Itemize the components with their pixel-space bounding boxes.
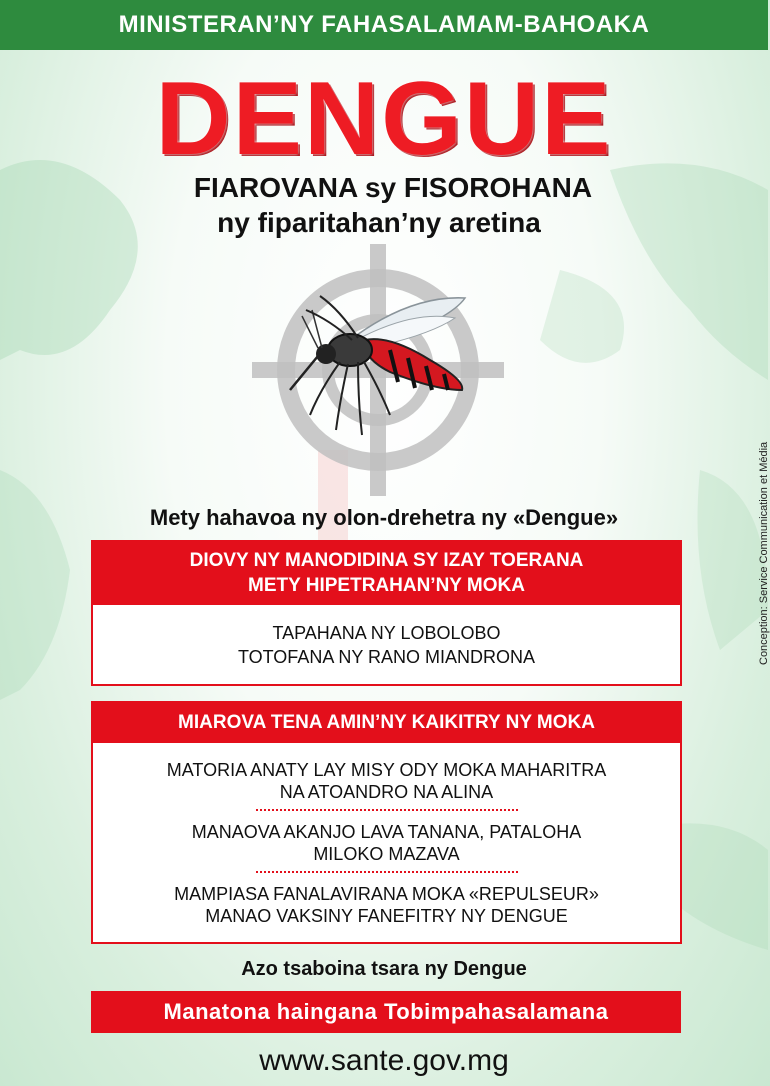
environment-heading-line-2: METY HIPETRAHAN’NY MOKA bbox=[248, 575, 525, 596]
protection-box-heading: MIAROVA TENA AMIN’NY KAIKITRY NY MOKA bbox=[93, 703, 680, 743]
crosshair-target-icon bbox=[252, 244, 504, 496]
protection-item: MATORIA ANATY LAY MISY ODY MOKA MAHARITRA bbox=[166, 760, 607, 780]
protection-item: MILOKO MAZAVA bbox=[313, 844, 460, 864]
protection-group bbox=[93, 759, 680, 803]
ministry-header bbox=[0, 0, 768, 50]
design-credit-text: Conception: Service Communication et Média bbox=[758, 441, 770, 665]
environment-heading-line-1: DIOVY NY MANODIDINA SY IZAY TOERANA bbox=[189, 550, 584, 571]
protection-box-body bbox=[93, 743, 680, 927]
dotted-divider bbox=[256, 809, 518, 811]
protection-item: NA ATOANDRO NA ALINA bbox=[279, 782, 494, 802]
subtitle-line-2: ny fiparitahan’ny aretina bbox=[217, 207, 541, 238]
protection-item: MAMPIASA FANALAVIRANA MOKA «REPULSEUR» bbox=[174, 884, 599, 904]
environment-box-body bbox=[93, 605, 680, 669]
environment-item: TAPAHANA NY LOBOLOBO bbox=[272, 623, 501, 643]
website-url: www.sante.gov.mg bbox=[259, 1044, 509, 1077]
protection-group bbox=[93, 821, 680, 865]
ministry-name: MINISTERAN’NY FAHASALAMAM-BAHOAKA bbox=[118, 11, 650, 38]
lead-statement: Mety hahavoa ny olon-drehetra ny «Dengue» bbox=[149, 505, 619, 530]
subtitle-line-1: FIAROVANA sy FISOROHANA bbox=[193, 172, 593, 203]
protection-group bbox=[93, 883, 680, 927]
protection-item: MANAOVA AKANJO LAVA TANANA, PATALOHA bbox=[191, 822, 582, 842]
environment-box-heading bbox=[93, 542, 680, 605]
environment-box bbox=[91, 540, 682, 686]
environment-item: TOTOFANA NY RANO MIANDRONA bbox=[237, 647, 536, 667]
design-credit bbox=[748, 400, 768, 665]
protection-box bbox=[91, 701, 682, 944]
call-to-action-text: Manatona haingana Tobimpahasalamana bbox=[163, 999, 609, 1024]
closing-statement: Azo tsaboina tsara ny Dengue bbox=[241, 958, 527, 980]
dotted-divider bbox=[256, 871, 518, 873]
main-title: DENGUE bbox=[155, 61, 613, 177]
mosquito-target-illustration bbox=[240, 240, 520, 505]
call-to-action-banner bbox=[91, 991, 681, 1033]
protection-item: MANAO VAKSINY FANEFITRY NY DENGUE bbox=[205, 906, 568, 926]
